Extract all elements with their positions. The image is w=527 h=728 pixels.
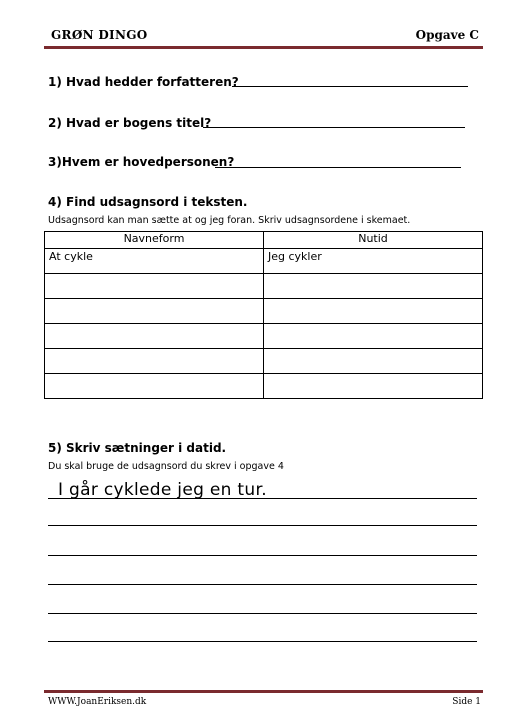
table-row [45,374,483,399]
answer-line-3[interactable] [215,167,461,168]
website-label: WWW.JoanEriksen.dk [48,697,147,707]
table-cell[interactable]: At cykle [45,249,264,274]
worksheet-title: GRØN DINGO [51,28,148,42]
question-2-text: 2) Hvad er bogens titel? [48,116,212,130]
question-3 [48,155,234,169]
table-cell[interactable] [45,349,264,374]
question-4 [48,195,247,209]
question-2 [48,116,211,130]
answer-line-1[interactable] [232,86,468,87]
question-5 [48,441,226,455]
table-row [45,349,483,374]
question-5-note: Du skal bruge de udsagnsord du skrev i opgave 4 [48,461,284,472]
task-label: Opgave C [415,28,479,42]
footer-rule [44,690,483,693]
table-row [45,299,483,324]
table-cell[interactable]: Jeg cykler [264,249,483,274]
table-cell[interactable] [264,374,483,399]
table-header-row [45,232,483,249]
table-cell[interactable] [264,324,483,349]
column-header-nutid: Nutid [264,232,483,249]
header-rule [44,46,483,49]
question-1 [48,75,239,89]
question-3-text: 3)Hvem er hovedpersonen? [48,155,235,169]
table-cell[interactable] [45,374,264,399]
writing-line[interactable] [48,525,477,526]
writing-line[interactable] [48,641,477,642]
verb-table [44,231,483,399]
answer-line-2[interactable] [203,127,465,128]
table-row [45,324,483,349]
table-row [45,274,483,299]
table-cell[interactable] [45,274,264,299]
table-cell[interactable] [264,349,483,374]
table-cell[interactable] [45,324,264,349]
question-5-text: 5) Skriv sætninger i datid. [48,441,227,455]
question-4-text: 4) Find udsagnsord i teksten. [48,195,248,209]
column-header-navneform: Navneform [45,232,264,249]
page-number: Side 1 [452,697,481,707]
table-cell[interactable] [264,274,483,299]
writing-line[interactable] [48,555,477,556]
question-1-text: 1) Hvad hedder forfatteren? [48,75,239,89]
example-underline [48,498,266,499]
page-header [48,26,481,46]
question-4-note: Udsagnsord kan man sætte at og jeg foran. Skriv udsagnsordene i skemaet. [48,215,411,226]
writing-line[interactable] [48,613,477,614]
writing-line[interactable] [48,584,477,585]
example-sentence: I går cyklede jeg en tur. [58,480,267,500]
table-cell[interactable] [45,299,264,324]
table-row [45,249,483,274]
table-cell[interactable] [264,299,483,324]
